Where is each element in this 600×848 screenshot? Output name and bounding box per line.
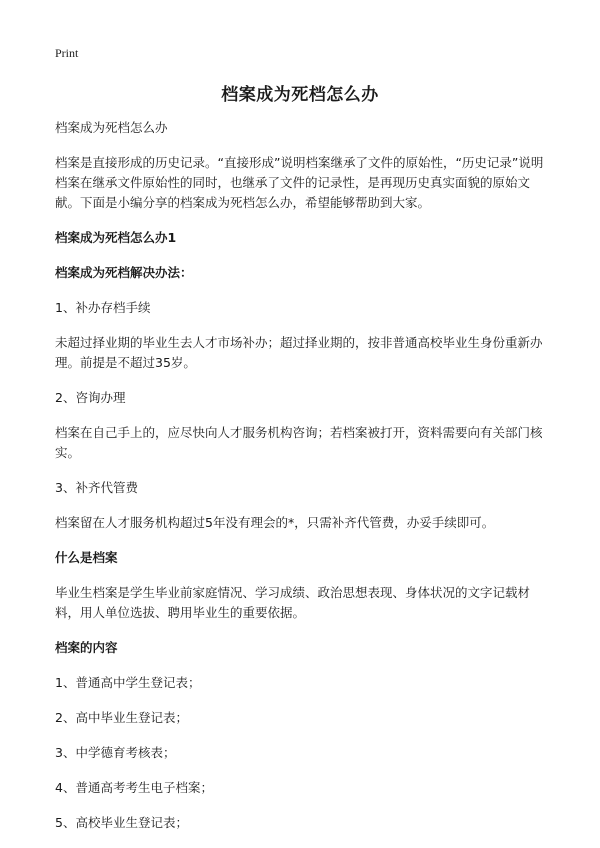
- list-item: 2、高中毕业生登记表；: [55, 710, 188, 725]
- what-is-archive-paragraph: 毕业生档案是学生毕业前家庭情况、学习成绩、政治思想表现、身体状况的文字记载材料，用人单位选拔、聘用毕业生的重要依据。: [55, 585, 531, 620]
- section-heading-what-is-archive: 什么是档案: [55, 550, 118, 565]
- print-link[interactable]: Print: [55, 46, 79, 60]
- list-item: 5、高校毕业生登记表；: [55, 815, 188, 830]
- page-title: 档案成为死档怎么办: [221, 85, 379, 105]
- section-heading-solutions: 档案成为死档怎么办1: [55, 230, 177, 245]
- list-item: 3、中学德育考核表；: [55, 745, 176, 760]
- article-subtitle: 档案成为死档怎么办: [55, 120, 168, 135]
- section-heading-contents: 档案的内容: [55, 640, 118, 655]
- step-body: 档案在自己手上的，应尽快向人才服务机构咨询；若档案被打开，资料需要向有关部门核实。: [55, 425, 543, 460]
- article-body: [55, 118, 547, 848]
- step-title: 3、补齐代管费: [55, 480, 138, 495]
- step-body: 档案留在人才服务机构超过5年没有理会的*，只需补齐代管费，办妥手续即可。: [55, 515, 495, 530]
- subheading-solutions: 档案成为死档解决办法：: [55, 265, 193, 280]
- step-title: 2、咨询办理: [55, 390, 126, 405]
- list-item: 4、普通高考考生电子档案；: [55, 780, 213, 795]
- step-title: 1、补办存档手续: [55, 300, 151, 315]
- step-body: 未超过择业期的毕业生去人才市场补办；超过择业期的，按非普通高校毕业生身份重新办理。前提是不超过35岁。: [55, 335, 543, 370]
- list-item: 1、普通高中学生登记表；: [55, 675, 201, 690]
- intro-paragraph: 档案是直接形成的历史记录。“直接形成”说明档案继承了文件的原始性，“历史记录”说明档案在继承文件原始性的同时，也继承了文件的记录性，是再现历史真实面貌的原始文献。下面是小编分享的档案成为死档怎么办，希望能够帮助到大家。: [55, 155, 544, 210]
